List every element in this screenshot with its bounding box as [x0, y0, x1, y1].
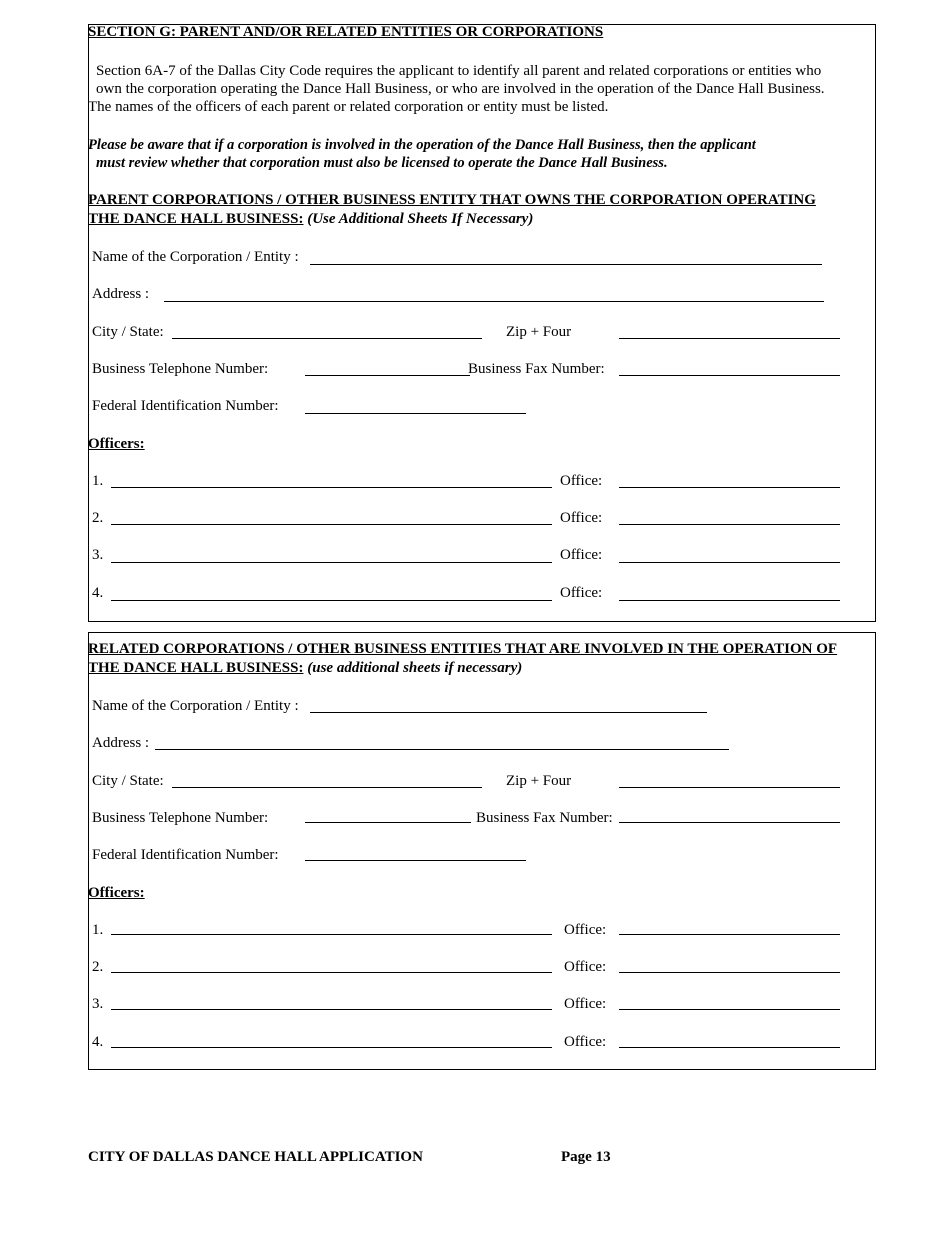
parent-officer-4-field[interactable] [111, 600, 552, 601]
related-fein-field[interactable] [305, 860, 526, 861]
parent-officer-3-field[interactable] [111, 562, 552, 563]
intro-line-2: own the corporation operating the Dance Hall Business, or who are involved in the operation of the Dance Hall Business. [96, 81, 825, 97]
parent-phone-label: Business Telephone Number: [92, 361, 269, 377]
parent-fax-label: Business Fax Number: [468, 361, 605, 377]
warning-line-2: must review whether that corporation must also be licensed to operate the Dance Hall Business. [96, 155, 668, 171]
related-heading-main: THE DANCE HALL BUSINESS: [88, 660, 304, 676]
parent-fax-field[interactable] [619, 375, 840, 376]
related-name-label: Name of the Corporation / Entity : [92, 698, 299, 714]
related-heading-note: (use additional sheets if necessary) [307, 660, 523, 676]
related-office-2-field[interactable] [619, 972, 840, 973]
related-zip-label: Zip + Four [506, 773, 572, 789]
parent-address-label: Address : [92, 286, 150, 302]
parent-office-label-4: Office: [560, 585, 603, 601]
parent-office-label-3: Office: [560, 547, 603, 563]
related-office-label-2: Office: [564, 959, 607, 975]
related-officer-number-2: 2. [92, 959, 104, 975]
parent-office-1-field[interactable] [619, 487, 840, 488]
intro-line-1: Section 6A-7 of the Dallas City Code requires the applicant to identify all parent and related corporations or entities who [96, 63, 822, 79]
related-office-label-1: Office: [564, 922, 607, 938]
related-phone-label: Business Telephone Number: [92, 810, 269, 826]
parent-officer-number-2: 2. [92, 510, 104, 526]
parent-heading-note: (Use Additional Sheets If Necessary) [307, 211, 534, 227]
related-address-field[interactable] [155, 749, 729, 750]
parent-zip-label: Zip + Four [506, 324, 572, 340]
parent-city-field[interactable] [172, 338, 482, 339]
parent-heading-main: THE DANCE HALL BUSINESS: [88, 211, 304, 227]
related-heading-line-2 [88, 661, 522, 676]
parent-office-label-1: Office: [560, 473, 603, 489]
parent-officer-number-3: 3. [92, 547, 104, 563]
intro-line-3: The names of the officers of each parent or related corporation or entity must be listed. [88, 99, 609, 115]
parent-heading-line-2 [88, 212, 533, 227]
related-officer-number-4: 4. [92, 1034, 104, 1050]
related-office-4-field[interactable] [619, 1047, 840, 1048]
related-officer-number-1: 1. [92, 922, 104, 938]
parent-officer-1-field[interactable] [111, 487, 552, 488]
related-address-label: Address : [92, 735, 150, 751]
parent-office-2-field[interactable] [619, 524, 840, 525]
related-fax-label: Business Fax Number: [476, 810, 613, 826]
parent-city-label: City / State: [92, 324, 164, 340]
section-title: SECTION G: PARENT AND/OR RELATED ENTITIES OR CORPORATIONS [88, 24, 604, 40]
related-fax-field[interactable] [619, 822, 840, 823]
parent-office-label-2: Office: [560, 510, 603, 526]
related-fein-label: Federal Identification Number: [92, 847, 279, 863]
related-officer-2-field[interactable] [111, 972, 552, 973]
warning-line-1: Please be aware that if a corporation is involved in the operation of the Dance Hall Business, then the applicant [88, 137, 756, 153]
parent-name-label: Name of the Corporation / Entity : [92, 249, 299, 265]
related-office-label-3: Office: [564, 996, 607, 1012]
related-officer-3-field[interactable] [111, 1009, 552, 1010]
parent-office-3-field[interactable] [619, 562, 840, 563]
related-officer-1-field[interactable] [111, 934, 552, 935]
related-officers-label: Officers: [88, 885, 145, 901]
parent-officer-number-1: 1. [92, 473, 104, 489]
parent-office-4-field[interactable] [619, 600, 840, 601]
related-zip-field[interactable] [619, 787, 840, 788]
related-officer-number-3: 3. [92, 996, 104, 1012]
related-city-field[interactable] [172, 787, 482, 788]
footer-title: CITY OF DALLAS DANCE HALL APPLICATION [88, 1149, 423, 1165]
related-phone-field[interactable] [305, 822, 471, 823]
related-city-label: City / State: [92, 773, 164, 789]
related-office-3-field[interactable] [619, 1009, 840, 1010]
parent-officer-number-4: 4. [92, 585, 104, 601]
parent-address-field[interactable] [164, 301, 824, 302]
parent-fein-label: Federal Identification Number: [92, 398, 279, 414]
parent-officer-2-field[interactable] [111, 524, 552, 525]
parent-fein-field[interactable] [305, 413, 526, 414]
parent-zip-field[interactable] [619, 338, 840, 339]
parent-name-field[interactable] [310, 264, 822, 265]
related-office-label-4: Office: [564, 1034, 607, 1050]
related-heading-line-1: RELATED CORPORATIONS / OTHER BUSINESS ENTITIES THAT ARE INVOLVED IN THE OPERATION OF [88, 641, 838, 657]
related-officer-4-field[interactable] [111, 1047, 552, 1048]
parent-phone-field[interactable] [305, 375, 470, 376]
footer-page-number: Page 13 [561, 1149, 611, 1165]
related-office-1-field[interactable] [619, 934, 840, 935]
parent-officers-label: Officers: [88, 436, 145, 452]
related-name-field[interactable] [310, 712, 707, 713]
parent-heading-line-1: PARENT CORPORATIONS / OTHER BUSINESS ENTITY THAT OWNS THE CORPORATION OPERATING [88, 192, 816, 208]
